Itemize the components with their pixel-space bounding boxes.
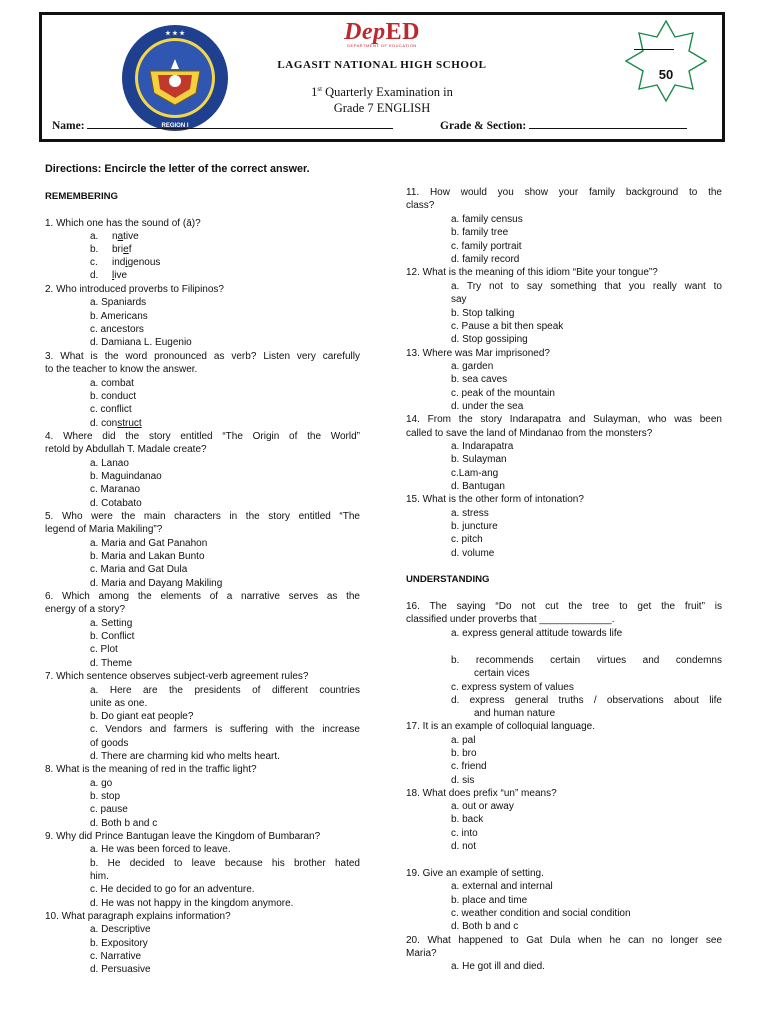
- answer-option[interactable]: c. friend: [451, 761, 487, 772]
- answer-option[interactable]: b. bro: [451, 748, 477, 759]
- question-text: 13. Where was Mar imprisoned?: [406, 348, 550, 359]
- answer-option[interactable]: c. family portrait: [451, 241, 522, 252]
- answer-option[interactable]: d. not: [451, 841, 477, 852]
- answer-option[interactable]: b. Maguindanao: [90, 471, 162, 482]
- answer-option[interactable]: d. Bantugan: [451, 481, 505, 492]
- answer-option[interactable]: d. volume: [451, 548, 495, 559]
- answer-option[interactable]: d. There are charming kid who melts heart.: [90, 751, 280, 762]
- answer-option[interactable]: d. Damiana L. Eugenio: [90, 337, 192, 348]
- question-text: 9. Why did Prince Bantugan leave the Kingdom of Bumbaran?: [45, 831, 321, 842]
- answer-option[interactable]: b. Expository: [90, 938, 148, 949]
- answer-option[interactable]: b. juncture: [451, 521, 498, 532]
- answer-option[interactable]: c.Lam-ang: [451, 468, 499, 479]
- score-total: 50: [658, 67, 674, 82]
- question-text: energy of a story?: [45, 604, 126, 615]
- answer-option[interactable]: d. sis: [451, 775, 475, 786]
- svg-text:★ ★ ★: ★ ★ ★: [165, 31, 185, 37]
- answer-option[interactable]: d. under the sea: [451, 401, 524, 412]
- section-heading: REMEMBERING: [45, 191, 119, 202]
- question-text: Maria?: [406, 948, 437, 959]
- answer-option[interactable]: a. He got ill and died.: [451, 961, 545, 972]
- answer-option[interactable]: a. external and internal: [451, 881, 553, 892]
- question-text: legend of Maria Makiling”?: [45, 524, 163, 535]
- answer-option[interactable]: b. family tree: [451, 227, 509, 238]
- answer-option[interactable]: b. place and time: [451, 895, 528, 906]
- grade-section-field[interactable]: Grade & Section:: [440, 118, 687, 132]
- question-text: 19. Give an example of setting.: [406, 868, 544, 879]
- score-star: [624, 19, 708, 103]
- question-text: to the teacher to know the answer.: [45, 364, 198, 375]
- answer-option[interactable]: d. Cotabato: [90, 498, 142, 509]
- question-text: 15. What is the other form of intonation?: [406, 494, 584, 505]
- answer-option[interactable]: c. Plot: [90, 644, 118, 655]
- answer-option[interactable]: c. conflict: [90, 404, 132, 415]
- question-text: 8. What is the meaning of red in the traffic light?: [45, 764, 257, 775]
- answer-option[interactable]: d. construct: [90, 418, 142, 429]
- answer-option[interactable]: b. conduct: [90, 391, 137, 402]
- answer-option[interactable]: a. out or away: [451, 801, 514, 812]
- exam-header: [39, 12, 725, 142]
- answer-option[interactable]: him.: [90, 871, 109, 882]
- answer-option[interactable]: c. He decided to go for an adventure.: [90, 884, 255, 895]
- question-text: 12. What is the meaning of this idiom “Bite your tongue”?: [406, 267, 658, 278]
- answer-option[interactable]: a. Descriptive: [90, 924, 151, 935]
- answer-option[interactable]: c. Vendors and farmers is suffering with the increase: [90, 724, 360, 735]
- answer-option[interactable]: b. recommends certain virtues and condemns: [451, 655, 722, 666]
- answer-option[interactable]: unite as one.: [90, 698, 148, 709]
- answer-option[interactable]: d. live: [90, 270, 128, 281]
- answer-option[interactable]: b. Do giant eat people?: [90, 711, 194, 722]
- answer-option[interactable]: c. pitch: [451, 534, 483, 545]
- question-text: 11. How would you show your family background to the: [406, 187, 722, 198]
- answer-option[interactable]: c. ancestors: [90, 324, 144, 335]
- answer-option[interactable]: of goods: [90, 738, 129, 749]
- answer-option[interactable]: certain vices: [474, 668, 530, 679]
- answer-option[interactable]: a. garden: [451, 361, 494, 372]
- answer-option[interactable]: d. Stop gossiping: [451, 334, 528, 345]
- answer-option[interactable]: a. express general attitude towards life: [451, 628, 623, 639]
- answer-option[interactable]: a. Indarapatra: [451, 441, 514, 452]
- answer-option[interactable]: c. peak of the mountain: [451, 388, 555, 399]
- answer-option[interactable]: b. Americans: [90, 311, 148, 322]
- answer-option[interactable]: c. express system of values: [451, 682, 574, 693]
- answer-option[interactable]: b. Maria and Lakan Bunto: [90, 551, 205, 562]
- answer-option[interactable]: c. into: [451, 828, 478, 839]
- answer-option[interactable]: c. Maranao: [90, 484, 141, 495]
- answer-option[interactable]: say: [451, 294, 467, 305]
- answer-option[interactable]: d. Both b and c: [90, 818, 158, 829]
- answer-option[interactable]: and human nature: [474, 708, 556, 719]
- question-text: 7. Which sentence observes subject-verb agreement rules?: [45, 671, 309, 682]
- answer-option[interactable]: b. back: [451, 814, 484, 825]
- answer-option[interactable]: b. brief: [90, 244, 132, 255]
- answer-option[interactable]: c. Maria and Gat Dula: [90, 564, 188, 575]
- question-text: 6. Which among the elements of a narrative serves as the: [45, 591, 360, 602]
- answer-option[interactable]: b. Stop talking: [451, 308, 515, 319]
- answer-option[interactable]: d. Maria and Dayang Makiling: [90, 578, 223, 589]
- question-text: retold by Abdullah T. Madale create?: [45, 444, 207, 455]
- answer-option[interactable]: a. pal: [451, 735, 476, 746]
- exam-subject: Grade 7 ENGLISH: [333, 101, 431, 115]
- answer-option[interactable]: d. Theme: [90, 658, 133, 669]
- question-text: called to save the land of Mindanao from the monsters?: [406, 428, 653, 439]
- answer-option[interactable]: a. combat: [90, 378, 134, 389]
- answer-option[interactable]: a. native: [90, 231, 139, 242]
- answer-option[interactable]: a. go: [90, 778, 113, 789]
- answer-option[interactable]: a. Maria and Gat Panahon: [90, 538, 208, 549]
- answer-option[interactable]: c. indigenous: [90, 257, 161, 268]
- deped-logo: DepED DEPARTMENT OF EDUCATION: [344, 19, 420, 48]
- answer-option[interactable]: c. Pause a bit then speak: [451, 321, 564, 332]
- school-name: LAGASIT NATIONAL HIGH SCHOOL: [277, 59, 487, 71]
- svg-text:REGION I: REGION I: [161, 123, 189, 129]
- name-field[interactable]: Name:: [52, 118, 393, 132]
- question-text: 18. What does prefix “un” means?: [406, 788, 557, 799]
- answer-option[interactable]: d. He was not happy in the kingdom anymore.: [90, 898, 294, 909]
- question-text: 20. What happened to Gat Dula when he can no longer see: [406, 935, 722, 946]
- question-text: 5. Who were the main characters in the story entitled “The: [45, 511, 360, 522]
- answer-option[interactable]: b. Sulayman: [451, 454, 507, 465]
- answer-option[interactable]: a. Lanao: [90, 458, 129, 469]
- directions: Directions: Encircle the letter of the correct answer.: [45, 163, 310, 175]
- question-text: 4. Where did the story entitled “The Origin of the World”: [45, 431, 360, 442]
- answer-option[interactable]: b. He decided to leave because his brother hated: [90, 858, 360, 869]
- question-text: 2. Who introduced proverbs to Filipinos?: [45, 284, 224, 295]
- answer-option[interactable]: c. weather condition and social condition: [451, 908, 631, 919]
- question-text: 16. The saying “Do not cut the tree to get the fruit” is: [406, 601, 722, 612]
- exam-title: 1st Quarterly Examination in: [311, 85, 453, 100]
- answer-option[interactable]: b. sea caves: [451, 374, 508, 385]
- answer-option[interactable]: d. family record: [451, 254, 520, 265]
- answer-option[interactable]: a. Spaniards: [90, 297, 147, 308]
- answer-option[interactable]: d. Both b and c: [451, 921, 519, 932]
- question-text: 10. What paragraph explains information?: [45, 911, 231, 922]
- answer-option[interactable]: a. stress: [451, 508, 489, 519]
- score-blank[interactable]: [634, 49, 674, 50]
- answer-option[interactable]: c. pause: [90, 804, 128, 815]
- question-text: 17. It is an example of colloquial language.: [406, 721, 596, 732]
- answer-option[interactable]: d. express general truths / observations about life: [451, 695, 722, 706]
- answer-option[interactable]: b. stop: [90, 791, 121, 802]
- question-text: class?: [406, 200, 435, 211]
- question-text: classified under proverbs that _____________.: [406, 614, 615, 625]
- answer-option[interactable]: a. Setting: [90, 618, 133, 629]
- answer-option[interactable]: a. family census: [451, 214, 523, 225]
- question-text: 1. Which one has the sound of (ā)?: [45, 218, 201, 229]
- answer-option[interactable]: a. He was been forced to leave.: [90, 844, 231, 855]
- answer-option[interactable]: a. Here are the presidents of different countries: [90, 685, 360, 696]
- question-text: 14. From the story Indarapatra and Sulayman, who was been: [406, 414, 722, 425]
- answer-option[interactable]: b. Conflict: [90, 631, 135, 642]
- section-heading: UNDERSTANDING: [406, 574, 490, 585]
- answer-option[interactable]: d. Persuasive: [90, 964, 151, 975]
- answer-option[interactable]: c. Narrative: [90, 951, 142, 962]
- question-text: 3. What is the word pronounced as verb? Listen very carefully: [45, 351, 360, 362]
- answer-option[interactable]: a. Try not to say something that you really want to: [451, 281, 722, 292]
